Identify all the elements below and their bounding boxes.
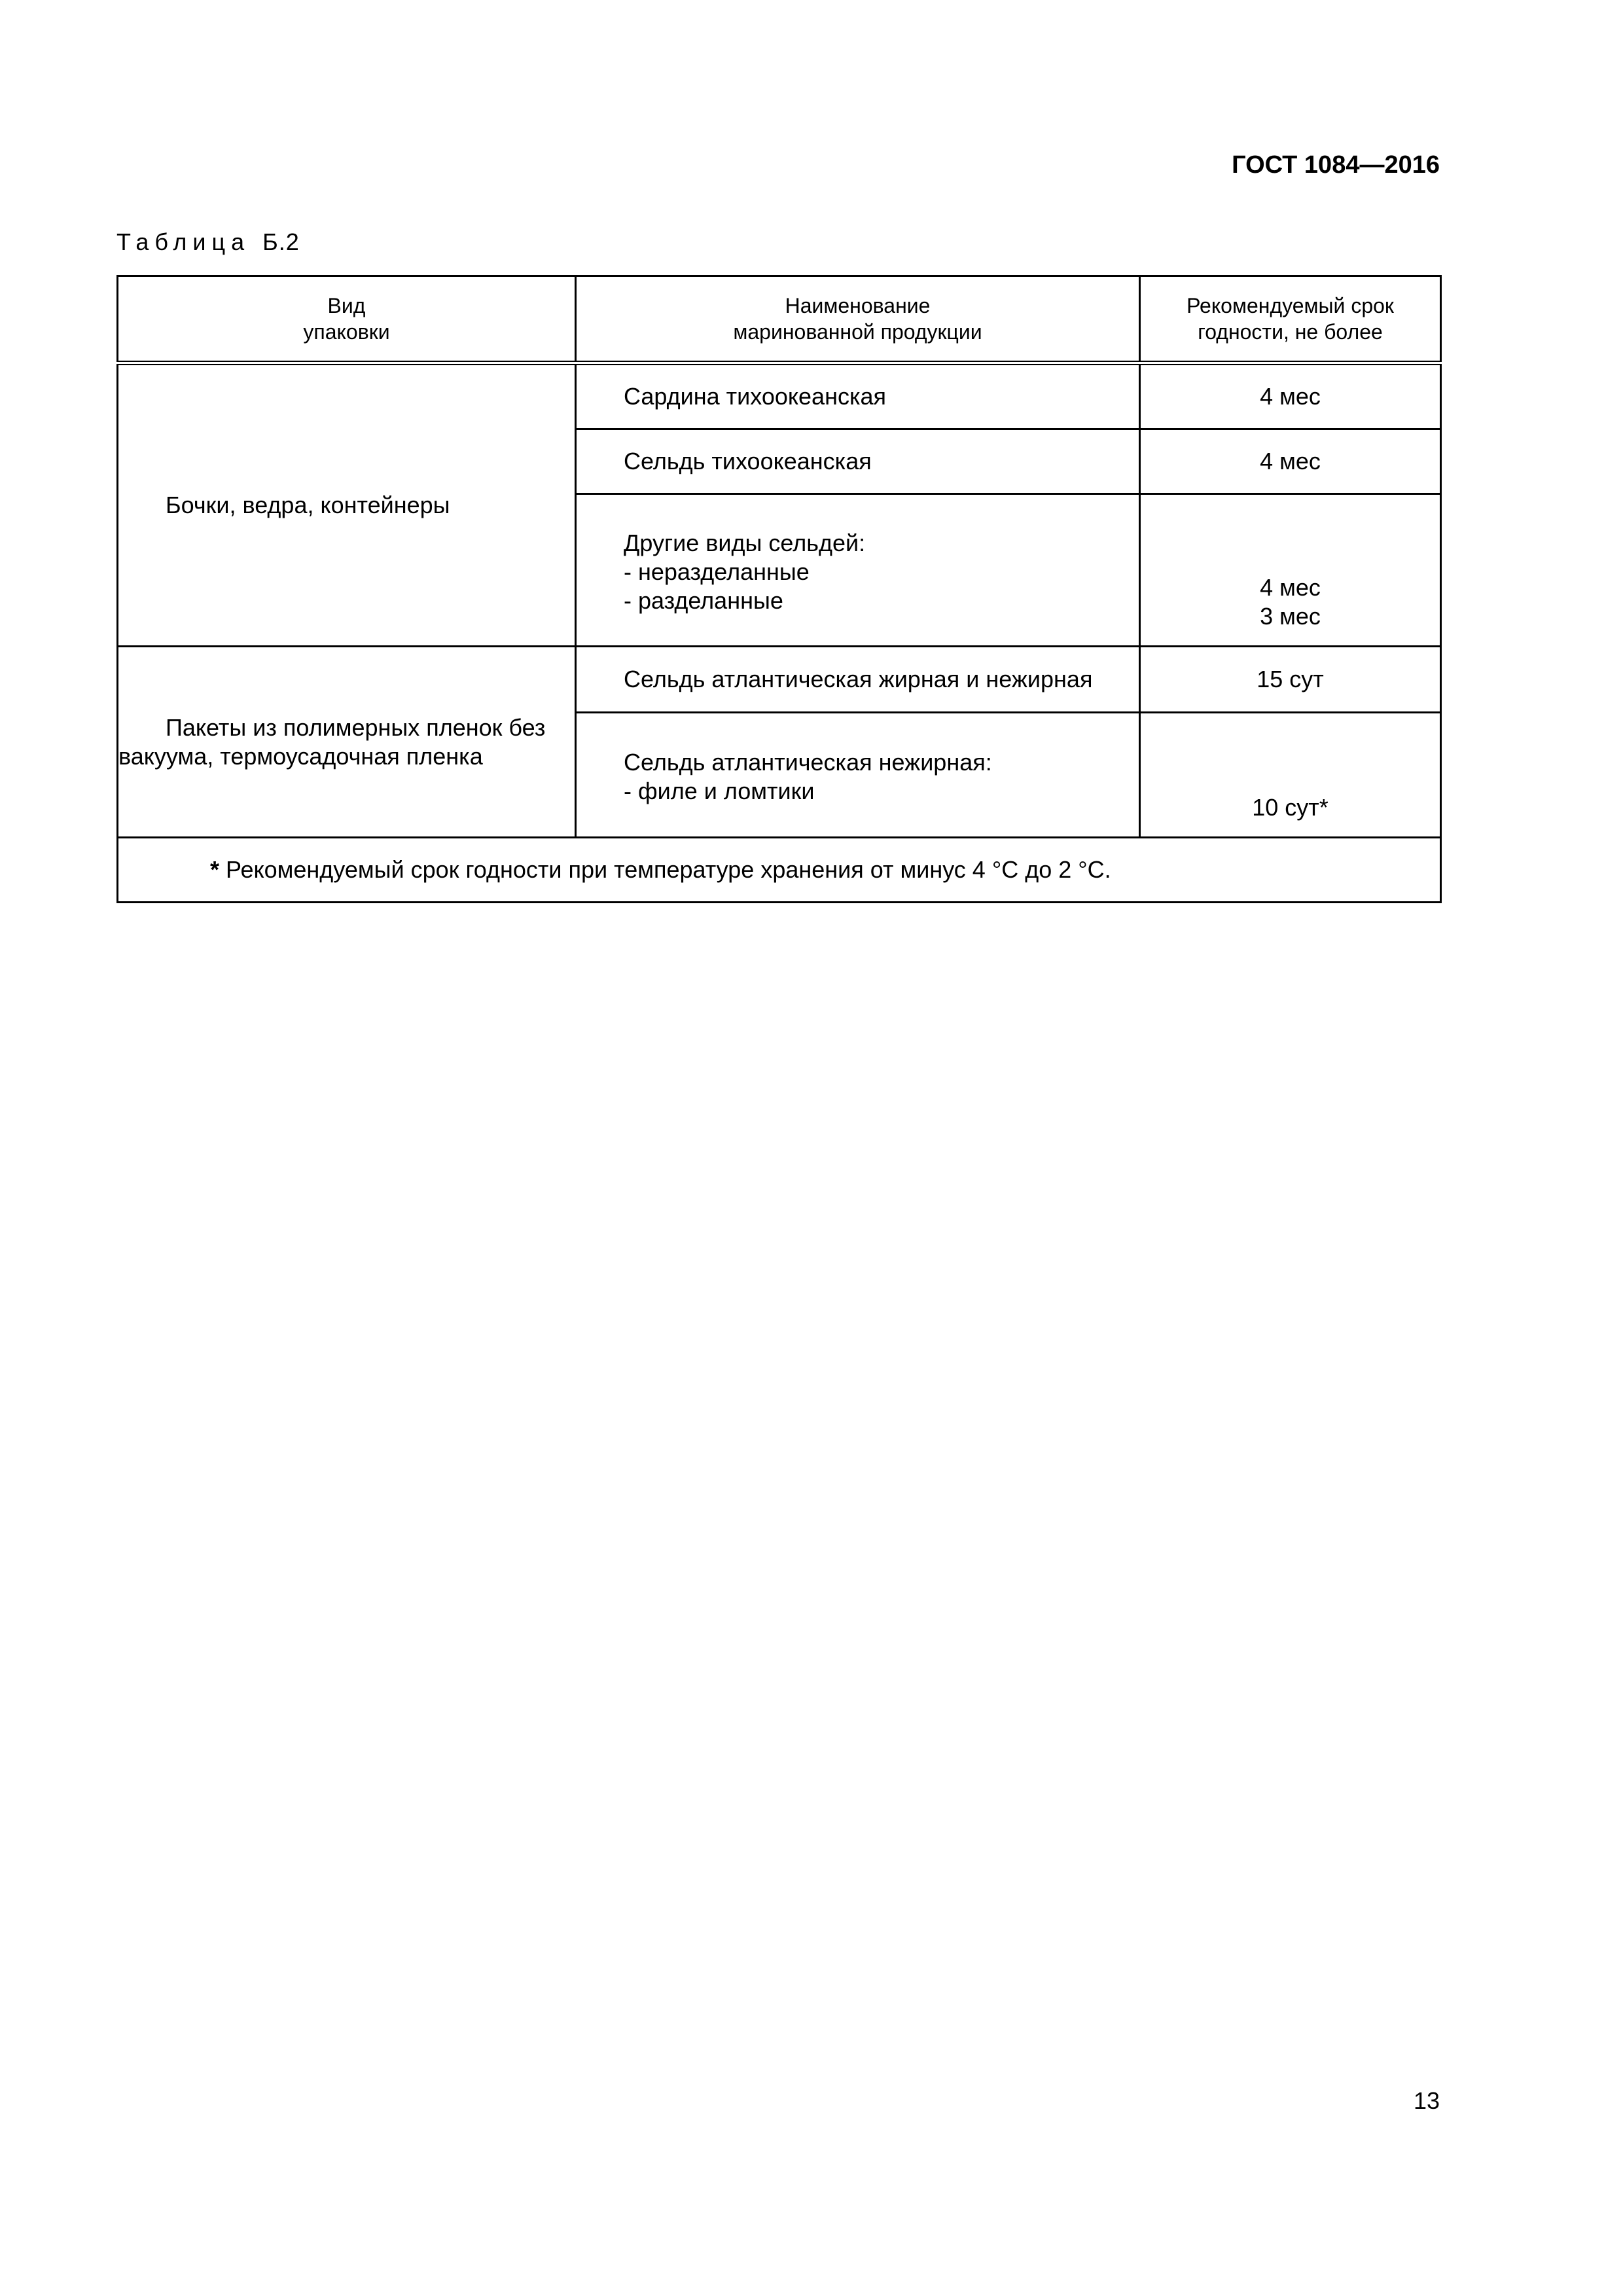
footnote-text: Рекомендуемый срок годности при температуре хранения от минус 4 °С до 2 °С. [219,856,1111,883]
product-cell: Сельдь тихоокеанская [576,429,1140,494]
product-cell: Сельдь атлантическая нежирная: - филе и ломтики [576,713,1140,838]
table-caption-prefix: Таблица [116,228,251,255]
footnote-cell [118,838,1441,903]
table-row [118,647,1441,713]
term-cell: 4 мес 3 мес [1140,494,1441,647]
page-number: 13 [1413,2087,1440,2114]
term-cell: 4 мес [1140,363,1441,429]
term-cell: 10 сут* [1140,713,1441,838]
footnote-mark: * [210,856,220,883]
package-cell-barrels: Бочки, ведра, контейнеры [118,363,576,647]
shelf-life-table [116,275,1442,903]
product-cell: Сельдь атлантическая жирная и нежирная [576,647,1140,713]
table-footnote-row [118,838,1441,903]
table-caption [116,228,300,257]
product-cell: Сардина тихоокеанская [576,363,1140,429]
product-cell: Другие виды сельдей: - неразделанные - разделанные [576,494,1140,647]
table-row [118,363,1441,429]
document-code: ГОСТ 1084—2016 [1232,151,1440,179]
table-caption-number: Б.2 [262,228,300,255]
header-product-name: Наименование маринованной продукции [576,276,1140,363]
package-cell-polymer-bags: Пакеты из полимерных пленок без вакуума, термоусадочная пленка [118,647,576,838]
term-cell: 4 мес [1140,429,1441,494]
header-package-type: Вид упаковки [118,276,576,363]
term-cell: 15 сут [1140,647,1441,713]
table-header-row [118,276,1441,363]
header-shelf-life: Рекомендуемый срок годности, не более [1140,276,1441,363]
